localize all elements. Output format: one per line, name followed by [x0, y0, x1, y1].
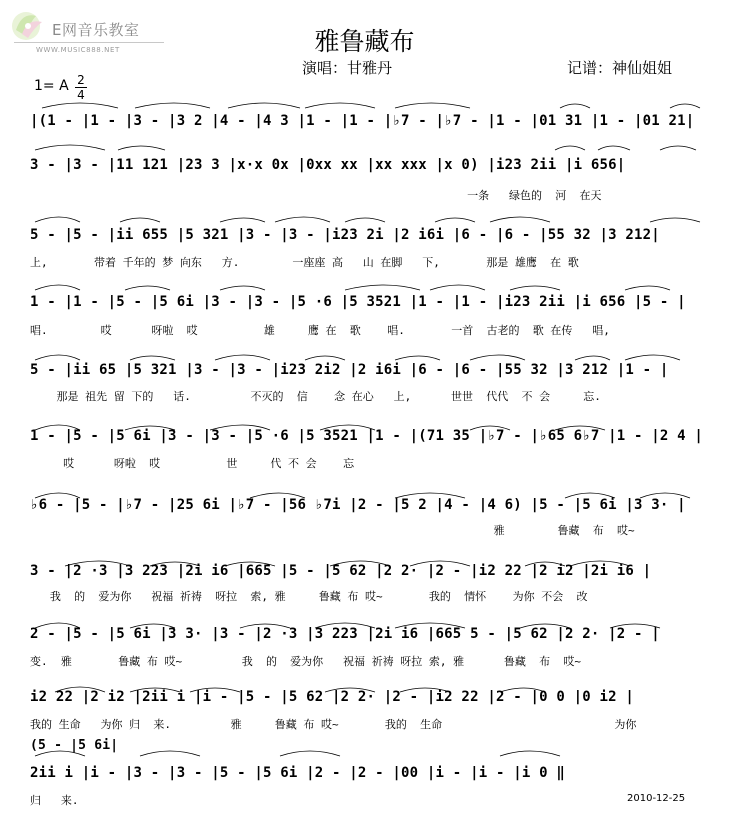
system-2-notes: 3 - |3 - |11 121 |23 3 |x·x 0x |0xx xx |xx xxx |x 0) |i23 2ii |i 656| [30, 157, 626, 173]
system-3-notes: 5 - |5 - |ii 655 |5 321 |3 - |3 - |i23 2i |2 i6i |6 - |6 - |55 32 |3 212| [30, 227, 660, 243]
system-10-lyrics: 我的 生命 为你 归 来. 雅 鲁藏 布 哎~ 我的 生命 为你 [30, 718, 637, 731]
time-signature [75, 74, 87, 101]
key-signature: 1= A [34, 78, 69, 94]
system-9-lyrics: 变. 雅 鲁藏 布 哎~ 我 的 爱为你 祝福 祈祷 呀拉 索, 雅 鲁藏 布 哎~ [30, 655, 582, 668]
system-4-lyrics: 唱. 哎 呀啦 哎 雄 鹰 在 歌 唱. 一首 古老的 歌 在传 唱, [30, 324, 610, 337]
ossia-notes: (5 - |5 6i| [30, 738, 119, 753]
system-3-lyrics: 上, 带着 千年的 梦 向东 方. 一座座 高 山 在脚 下, 那是 雄鹰 在 歌 [30, 256, 579, 269]
system-8-lyrics: 我 的 爱为你 祝福 祈祷 呀拉 索, 雅 鲁藏 布 哎~ 我的 情怀 为你 不会 改 [30, 590, 588, 603]
transcription-date: 2010-12-25 [627, 793, 686, 804]
singer-credit: 演唱：甘雅丹 [302, 59, 393, 77]
system-6-lyrics: 哎 呀啦 哎 世 代 不 会 忘 [30, 457, 355, 470]
system-11-notes: 2ii i |i - |3 - |3 - |5 - |5 6i |2 - |2 - |00 |i - |i - |i 0 ‖ [30, 765, 565, 781]
system-4-notes: 1 - |1 - |5 - |5 6i |3 - |3 - |5 ·6 |5 3521 |1 - |1 - |i23 2ii |i 656 |5 - | [30, 294, 686, 310]
logo-text: E网音乐教室 [52, 21, 140, 39]
system-11-lyrics: 归 来. [30, 794, 79, 807]
system-6-notes: 1 - |5 - |5 6i |3 - |3 - |5 ·6 |5 3521 |1 - |(71 35 |♭7 - |♭65 6♭7 |1 - |2 4 | [30, 428, 704, 444]
song-title: 雅鲁藏布 [314, 27, 415, 56]
system-10-notes: i2 22 |2 i2 |2ii i |i - |5 - |5 62 |2 2· |2 - |i2 22 |2 - |0 0 |0 i2 | [30, 689, 635, 705]
logo-url: WWW.MUSIC888.NET [36, 46, 120, 54]
time-sig-top: 2 [77, 73, 85, 87]
time-sig-bottom: 4 [77, 88, 85, 102]
system-5-lyrics: 那是 祖先 留 下的 话. 不灭的 信 念 在心 上, 世世 代代 不 会 忘. [30, 390, 601, 403]
system-7-lyrics: 雅 鲁藏 布 哎~ [30, 524, 635, 537]
system-7-notes: ♭6 - |5 - |♭7 - |25 6i |♭7 - |56 ♭7i |2 - |5 2 |4 - |4 6) |5 - |5 6i |3 3· | [30, 497, 686, 513]
system-1-notes: |(1 - |1 - |3 - |3 2 |4 - |4 3 |1 - |1 - |♭7 - |♭7 - |1 - |01 31 |1 - |01 21| [30, 113, 695, 129]
transcriber-credit: 记谱：神仙姐姐 [567, 59, 673, 77]
system-9-notes: 2 - |5 - |5 6i |3 3· |3 - |2 ·3 |3 223 |2i i6 |665 5 - |5 62 |2 2· |2 - | [30, 626, 660, 642]
system-8-notes: 3 - |2 ·3 |3 223 |2i i6 |665 |5 - |5 62 |2 2· |2 - |i2 22 |2 i2 |2i i6 | [30, 563, 652, 579]
system-5-notes: 5 - |ii 65 |5 321 |3 - |3 - |i23 2i2 |2 i6i |6 - |6 - |55 32 |3 212 |1 - | [30, 362, 669, 378]
system-2-lyrics: 一条 绿色的 河 在天 [30, 189, 602, 202]
